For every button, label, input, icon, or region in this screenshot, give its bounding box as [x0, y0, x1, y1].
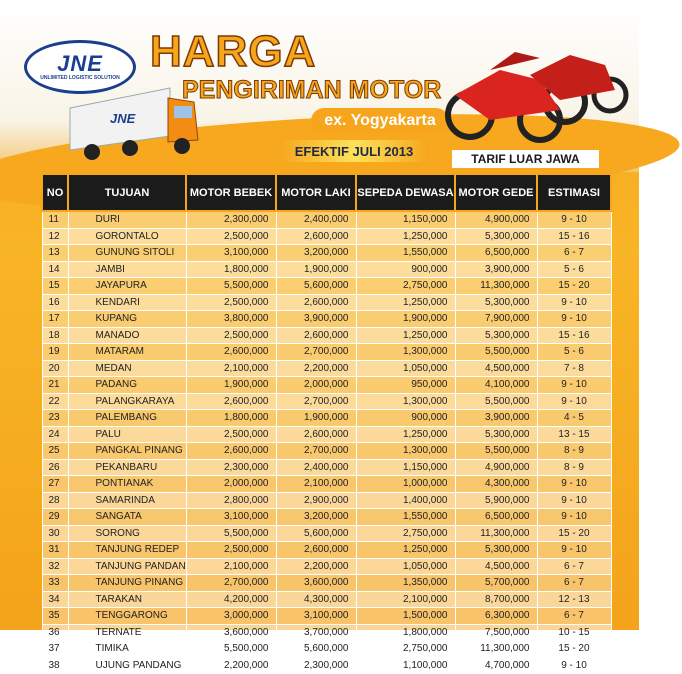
cell-no: 11: [42, 211, 68, 228]
cell-estimasi: 10 - 15: [537, 624, 611, 641]
cell-sepeda-dewasa: 1,100,000: [356, 657, 455, 674]
cell-estimasi: 9 - 10: [537, 542, 611, 559]
cell-destination: TANJUNG REDEP: [68, 542, 186, 559]
cell-estimasi: 9 - 10: [537, 294, 611, 311]
cell-motor-bebek: 2,600,000: [186, 443, 276, 460]
table-row: [42, 377, 611, 394]
cell-motor-laki: 2,300,000: [276, 657, 356, 674]
table-row: [42, 624, 611, 641]
cell-motor-gede: 5,500,000: [455, 393, 537, 410]
cell-motor-gede: 5,300,000: [455, 542, 537, 559]
cell-sepeda-dewasa: 1,300,000: [356, 443, 455, 460]
cell-no: 12: [42, 228, 68, 245]
column-header-tujuan: TUJUAN: [68, 174, 186, 211]
cell-motor-bebek: 2,300,000: [186, 211, 276, 228]
cell-estimasi: 7 - 8: [537, 360, 611, 377]
cell-motor-laki: 2,600,000: [276, 327, 356, 344]
cell-sepeda-dewasa: 1,150,000: [356, 459, 455, 476]
cell-motor-laki: 3,600,000: [276, 575, 356, 592]
tariff-region-label: TARIF LUAR JAWA: [452, 150, 599, 168]
cell-sepeda-dewasa: 1,550,000: [356, 509, 455, 526]
column-header-no: NO: [42, 174, 68, 211]
cell-motor-bebek: 2,200,000: [186, 657, 276, 674]
table-row: [42, 476, 611, 493]
cell-motor-gede: 11,300,000: [455, 525, 537, 542]
cell-motor-bebek: 3,600,000: [186, 624, 276, 641]
cell-no: 18: [42, 327, 68, 344]
cell-motor-laki: 5,600,000: [276, 641, 356, 658]
cell-estimasi: 15 - 16: [537, 228, 611, 245]
cell-sepeda-dewasa: 1,000,000: [356, 476, 455, 493]
cell-sepeda-dewasa: 1,050,000: [356, 558, 455, 575]
cell-sepeda-dewasa: 1,800,000: [356, 624, 455, 641]
cell-destination: TANJUNG PINANG: [68, 575, 186, 592]
cell-motor-laki: 2,700,000: [276, 344, 356, 361]
cell-sepeda-dewasa: 900,000: [356, 261, 455, 278]
cell-destination: SAMARINDA: [68, 492, 186, 509]
cell-estimasi: 9 - 10: [537, 393, 611, 410]
cell-estimasi: 15 - 20: [537, 278, 611, 295]
cell-estimasi: 9 - 10: [537, 509, 611, 526]
cell-motor-laki: 2,900,000: [276, 492, 356, 509]
cell-motor-bebek: 2,800,000: [186, 492, 276, 509]
cell-motor-laki: 2,600,000: [276, 542, 356, 559]
cell-motor-laki: 3,100,000: [276, 608, 356, 625]
cell-destination: MATARAM: [68, 344, 186, 361]
cell-no: 14: [42, 261, 68, 278]
cell-no: 26: [42, 459, 68, 476]
cell-motor-bebek: 3,800,000: [186, 311, 276, 328]
cell-motor-gede: 5,500,000: [455, 443, 537, 460]
cell-motor-laki: 2,200,000: [276, 558, 356, 575]
cell-destination: PALEMBANG: [68, 410, 186, 427]
svg-text:JNE: JNE: [110, 111, 136, 126]
cell-sepeda-dewasa: 1,400,000: [356, 492, 455, 509]
cell-motor-gede: 8,700,000: [455, 591, 537, 608]
cell-motor-laki: 3,900,000: [276, 311, 356, 328]
cell-sepeda-dewasa: 950,000: [356, 377, 455, 394]
cell-sepeda-dewasa: 1,150,000: [356, 211, 455, 228]
cell-no: 13: [42, 245, 68, 262]
cell-motor-bebek: 2,100,000: [186, 558, 276, 575]
cell-motor-gede: 7,900,000: [455, 311, 537, 328]
cell-motor-bebek: 2,500,000: [186, 327, 276, 344]
cell-destination: GORONTALO: [68, 228, 186, 245]
cell-destination: MEDAN: [68, 360, 186, 377]
cell-destination: SORONG: [68, 525, 186, 542]
cell-estimasi: 9 - 10: [537, 657, 611, 674]
cell-motor-laki: 5,600,000: [276, 525, 356, 542]
cell-sepeda-dewasa: 2,750,000: [356, 525, 455, 542]
cell-destination: MANADO: [68, 327, 186, 344]
cell-motor-bebek: 1,800,000: [186, 261, 276, 278]
cell-motor-bebek: 2,500,000: [186, 228, 276, 245]
cell-sepeda-dewasa: 1,300,000: [356, 344, 455, 361]
cell-motor-bebek: 2,100,000: [186, 360, 276, 377]
cell-no: 20: [42, 360, 68, 377]
column-header-motor-bebek: MOTOR BEBEK: [186, 174, 276, 211]
cell-motor-laki: 2,600,000: [276, 426, 356, 443]
cell-no: 24: [42, 426, 68, 443]
cell-sepeda-dewasa: 1,250,000: [356, 294, 455, 311]
cell-sepeda-dewasa: 1,500,000: [356, 608, 455, 625]
cell-motor-bebek: 2,500,000: [186, 426, 276, 443]
table-row: [42, 344, 611, 361]
table-row: [42, 657, 611, 674]
cell-sepeda-dewasa: 900,000: [356, 410, 455, 427]
cell-motor-bebek: 5,500,000: [186, 641, 276, 658]
cell-destination: JAMBI: [68, 261, 186, 278]
cell-estimasi: 15 - 16: [537, 327, 611, 344]
cell-destination: PALU: [68, 426, 186, 443]
cell-destination: TIMIKA: [68, 641, 186, 658]
cell-motor-gede: 4,900,000: [455, 211, 537, 228]
logo-tagline: UNLIMITED LOGISTIC SOLUTION: [40, 74, 120, 81]
cell-destination: PADANG: [68, 377, 186, 394]
cell-no: 33: [42, 575, 68, 592]
origin-badge: ex. Yogyakarta: [311, 108, 449, 134]
table-row: [42, 211, 611, 228]
cell-destination: TANJUNG PANDAN: [68, 558, 186, 575]
cell-estimasi: 6 - 7: [537, 575, 611, 592]
cell-no: 34: [42, 591, 68, 608]
cell-no: 27: [42, 476, 68, 493]
title-harga: HARGA: [150, 27, 317, 76]
cell-sepeda-dewasa: 1,900,000: [356, 311, 455, 328]
cell-motor-laki: 2,100,000: [276, 476, 356, 493]
cell-motor-gede: 6,500,000: [455, 245, 537, 262]
cell-sepeda-dewasa: 1,350,000: [356, 575, 455, 592]
table-row: [42, 426, 611, 443]
cell-destination: TENGGARONG: [68, 608, 186, 625]
table-row: [42, 492, 611, 509]
effective-date-badge: EFEKTIF JULI 2013: [278, 140, 430, 162]
cell-estimasi: 5 - 6: [537, 344, 611, 361]
cell-motor-bebek: 2,600,000: [186, 393, 276, 410]
cell-motor-laki: 4,300,000: [276, 591, 356, 608]
table-row: [42, 459, 611, 476]
table-row: [42, 311, 611, 328]
column-header-sepeda-dewasa: SEPEDA DEWASA: [356, 174, 455, 211]
table-row: [42, 228, 611, 245]
cell-destination: JAYAPURA: [68, 278, 186, 295]
cell-destination: GUNUNG SITOLI: [68, 245, 186, 262]
cell-destination: PEKANBARU: [68, 459, 186, 476]
cell-motor-laki: 2,400,000: [276, 459, 356, 476]
cell-motor-gede: 4,700,000: [455, 657, 537, 674]
cell-motor-laki: 3,200,000: [276, 245, 356, 262]
cell-no: 31: [42, 542, 68, 559]
table-row: [42, 327, 611, 344]
cell-motor-bebek: 2,700,000: [186, 575, 276, 592]
cell-motor-bebek: 1,800,000: [186, 410, 276, 427]
cell-destination: UJUNG PANDANG: [68, 657, 186, 674]
cell-motor-laki: 2,700,000: [276, 393, 356, 410]
cell-motor-bebek: 3,100,000: [186, 245, 276, 262]
cell-destination: PONTIANAK: [68, 476, 186, 493]
cell-estimasi: 5 - 6: [537, 261, 611, 278]
cell-estimasi: 13 - 15: [537, 426, 611, 443]
cell-motor-bebek: 2,300,000: [186, 459, 276, 476]
column-header-motor-laki: MOTOR LAKI: [276, 174, 356, 211]
cell-destination: KENDARI: [68, 294, 186, 311]
cell-motor-gede: 6,500,000: [455, 509, 537, 526]
cell-estimasi: 8 - 9: [537, 443, 611, 460]
cell-motor-gede: 4,300,000: [455, 476, 537, 493]
cell-motor-laki: 2,700,000: [276, 443, 356, 460]
cell-sepeda-dewasa: 1,300,000: [356, 393, 455, 410]
cell-estimasi: 9 - 10: [537, 476, 611, 493]
cell-motor-gede: 4,100,000: [455, 377, 537, 394]
table-body: [42, 211, 611, 674]
cell-motor-laki: 3,200,000: [276, 509, 356, 526]
cell-motor-bebek: 2,600,000: [186, 344, 276, 361]
cell-motor-gede: 5,700,000: [455, 575, 537, 592]
table-row: [42, 525, 611, 542]
cell-sepeda-dewasa: 1,250,000: [356, 426, 455, 443]
cell-sepeda-dewasa: 1,050,000: [356, 360, 455, 377]
table-row: [42, 558, 611, 575]
cell-sepeda-dewasa: 1,250,000: [356, 327, 455, 344]
cell-motor-gede: 3,900,000: [455, 410, 537, 427]
cell-motor-bebek: 5,500,000: [186, 278, 276, 295]
table-row: [42, 261, 611, 278]
cell-estimasi: 15 - 20: [537, 641, 611, 658]
title-pengiriman: PENGIRIMAN MOTOR: [182, 76, 442, 104]
table-row: [42, 294, 611, 311]
cell-motor-gede: 7,500,000: [455, 624, 537, 641]
jne-logo: [24, 40, 136, 94]
cell-motor-laki: 1,900,000: [276, 410, 356, 427]
table-row: [42, 443, 611, 460]
cell-motor-gede: 6,300,000: [455, 608, 537, 625]
table-row: [42, 278, 611, 295]
cell-motor-laki: 3,700,000: [276, 624, 356, 641]
cell-motor-laki: 1,900,000: [276, 261, 356, 278]
column-header-motor-gede: MOTOR GEDE: [455, 174, 537, 211]
cell-no: 22: [42, 393, 68, 410]
column-header-estimasi: ESTIMASI: [537, 174, 611, 211]
cell-destination: TERNATE: [68, 624, 186, 641]
cell-no: 15: [42, 278, 68, 295]
cell-motor-gede: 5,300,000: [455, 426, 537, 443]
cell-estimasi: 15 - 20: [537, 525, 611, 542]
cell-no: 38: [42, 657, 68, 674]
cell-motor-laki: 2,600,000: [276, 228, 356, 245]
cell-motor-bebek: 2,500,000: [186, 542, 276, 559]
cell-motor-laki: 5,600,000: [276, 278, 356, 295]
table-row: [42, 608, 611, 625]
cell-destination: SANGATA: [68, 509, 186, 526]
table-row: [42, 575, 611, 592]
cell-no: 25: [42, 443, 68, 460]
cell-destination: PANGKAL PINANG: [68, 443, 186, 460]
cell-estimasi: 9 - 10: [537, 492, 611, 509]
cell-motor-gede: 4,500,000: [455, 558, 537, 575]
cell-motor-bebek: 4,200,000: [186, 591, 276, 608]
cell-sepeda-dewasa: 1,250,000: [356, 228, 455, 245]
cell-motor-bebek: 2,500,000: [186, 294, 276, 311]
cell-no: 35: [42, 608, 68, 625]
table-row: [42, 591, 611, 608]
table-row: [42, 360, 611, 377]
cell-sepeda-dewasa: 2,750,000: [356, 641, 455, 658]
cell-motor-gede: 4,500,000: [455, 360, 537, 377]
cell-motor-laki: 2,000,000: [276, 377, 356, 394]
cell-estimasi: 6 - 7: [537, 245, 611, 262]
cell-motor-gede: 5,300,000: [455, 228, 537, 245]
cell-destination: DURI: [68, 211, 186, 228]
cell-motor-laki: 2,200,000: [276, 360, 356, 377]
cell-no: 36: [42, 624, 68, 641]
table-row: [42, 410, 611, 427]
cell-motor-gede: 3,900,000: [455, 261, 537, 278]
cell-motor-bebek: 1,900,000: [186, 377, 276, 394]
cell-no: 29: [42, 509, 68, 526]
cell-no: 37: [42, 641, 68, 658]
cell-estimasi: 12 - 13: [537, 591, 611, 608]
table-row: [42, 245, 611, 262]
cell-no: 23: [42, 410, 68, 427]
cell-no: 28: [42, 492, 68, 509]
table-row: [42, 641, 611, 658]
cell-no: 17: [42, 311, 68, 328]
cell-motor-gede: 4,900,000: [455, 459, 537, 476]
cell-motor-gede: 5,500,000: [455, 344, 537, 361]
cell-no: 30: [42, 525, 68, 542]
cell-no: 32: [42, 558, 68, 575]
cell-motor-gede: 5,300,000: [455, 327, 537, 344]
cell-motor-gede: 11,300,000: [455, 641, 537, 658]
cell-destination: TARAKAN: [68, 591, 186, 608]
table-header-row: [42, 174, 611, 211]
cell-estimasi: 8 - 9: [537, 459, 611, 476]
cell-motor-gede: 11,300,000: [455, 278, 537, 295]
cell-destination: KUPANG: [68, 311, 186, 328]
cell-sepeda-dewasa: 1,550,000: [356, 245, 455, 262]
cell-no: 21: [42, 377, 68, 394]
cell-no: 19: [42, 344, 68, 361]
cell-estimasi: 6 - 7: [537, 608, 611, 625]
cell-estimasi: 9 - 10: [537, 311, 611, 328]
cell-motor-laki: 2,600,000: [276, 294, 356, 311]
cell-no: 16: [42, 294, 68, 311]
cell-sepeda-dewasa: 1,250,000: [356, 542, 455, 559]
cell-estimasi: 4 - 5: [537, 410, 611, 427]
truck-icon: [70, 88, 200, 163]
cell-estimasi: 9 - 10: [537, 377, 611, 394]
table-row: [42, 509, 611, 526]
cell-sepeda-dewasa: 2,100,000: [356, 591, 455, 608]
cell-destination: PALANGKARAYA: [68, 393, 186, 410]
cell-motor-bebek: 3,100,000: [186, 509, 276, 526]
cell-motor-bebek: 2,000,000: [186, 476, 276, 493]
motorcycle-icon: [430, 40, 630, 145]
cell-estimasi: 6 - 7: [537, 558, 611, 575]
cell-sepeda-dewasa: 2,750,000: [356, 278, 455, 295]
table-row: [42, 542, 611, 559]
cell-motor-bebek: 3,000,000: [186, 608, 276, 625]
rates-table: [41, 173, 612, 674]
cell-motor-gede: 5,900,000: [455, 492, 537, 509]
table-row: [42, 393, 611, 410]
cell-motor-gede: 5,300,000: [455, 294, 537, 311]
cell-estimasi: 9 - 10: [537, 211, 611, 228]
logo-text: JNE: [57, 50, 103, 76]
cell-motor-bebek: 5,500,000: [186, 525, 276, 542]
cell-motor-laki: 2,400,000: [276, 211, 356, 228]
